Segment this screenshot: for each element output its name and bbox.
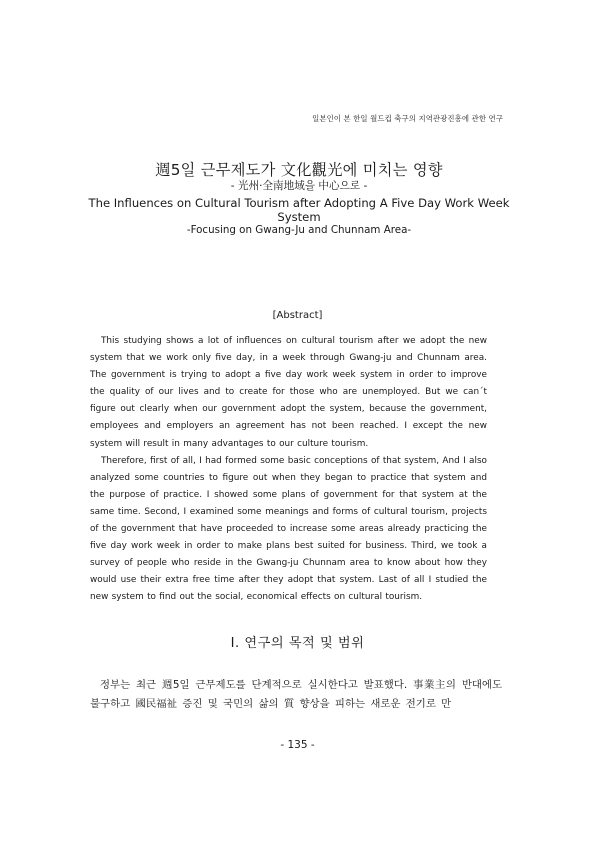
body-paragraph: 정부는 최근 週5일 근무제도를 단계적으로 실시한다고 발표했다. 事業主의 반대에도 불구하고 國民福祉 증진 및 국민의 삶의 質 향상을 피하는 새로운 전기로 만 xyxy=(90,679,502,710)
abstract-heading: [Abstract] xyxy=(272,310,323,321)
english-title: The Influences on Cultural Tourism after Adopting A Five Day Work Week System xyxy=(88,196,510,224)
abstract-paragraph: Therefore, first of all, I had formed some basic conceptions of that system, And I also analyzed some countries to figure out when they began to practice that system and the purpose of practice. I showed some plans of government for that system at the same time. Second, I examined some meanings and forms of cultural tourism, projects of the government that have proceeded to increase some areas already practicing the five day work week in order to make plans best suited for business. Third, we took a survey of people who reside in the Gwang-ju Chunnam area to know about how they would use their extra free time after they adopt that system. Last of all I studied the new system to find out the social, economical effects on cultural tourism. xyxy=(90,455,487,603)
korean-subtitle: - 光州·全南地域을 中心으로 - xyxy=(230,180,368,192)
abstract-paragraph: This studying shows a lot of influences on cultural tourism after we adopt the new system that we work only five day, in a week through Gwang-ju and Chunnam area. The government is trying to adopt a five day work week system in order to improve the quality of our lives and to create for those who are unemployed. But we can´t figure out clearly when our government adopt the system, because the government, employees and employers an agreement has not been reached. I except the new system will result in many advantages to our culture tourism. xyxy=(90,336,487,449)
abstract-body xyxy=(90,333,487,607)
running-header: 일본인이 본 한일 월드컵 축구의 지역관광진흥에 관한 연구 xyxy=(312,114,503,123)
english-subtitle: -Focusing on Gwang-Ju and Chunnam Area- xyxy=(186,224,412,236)
title-block xyxy=(80,160,518,237)
section-heading: Ⅰ. 연구의 목적 및 범위 xyxy=(230,636,365,651)
body-text xyxy=(90,676,502,714)
korean-title: 週5일 근무제도가 文化觀光에 미치는 영향 xyxy=(155,161,443,179)
page-number: - 135 - xyxy=(280,739,315,751)
